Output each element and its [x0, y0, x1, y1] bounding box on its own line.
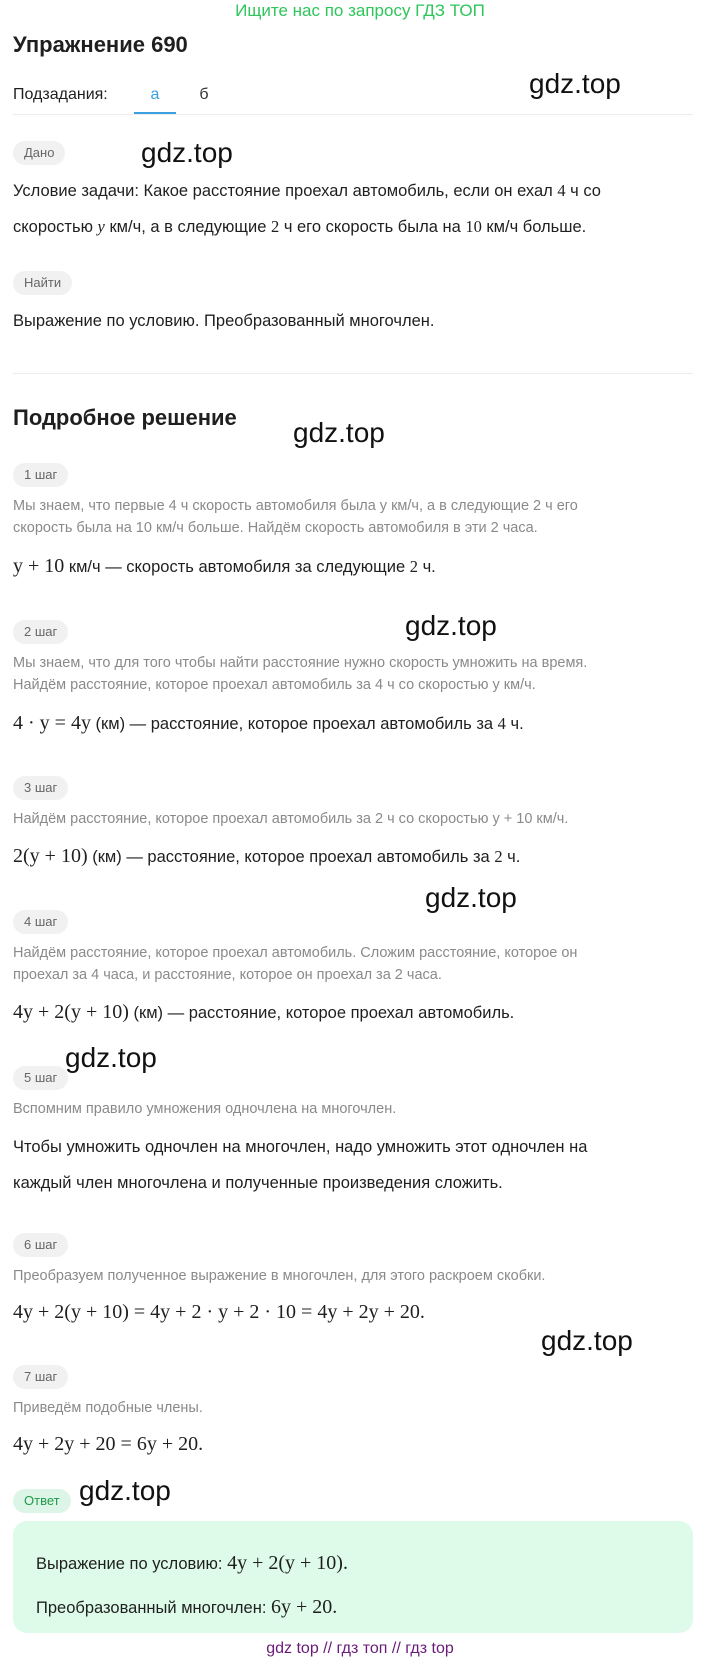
tab-subtask-b[interactable]: б	[199, 86, 209, 103]
step-text: (км) — расстояние, которое проехал автомобиль за	[87, 848, 495, 866]
given-var: y	[97, 217, 105, 236]
step-7-result	[13, 1433, 703, 1456]
step-text-end: ч.	[505, 715, 524, 733]
hint-line: Найдём расстояние, которое проехал автомобиль за 2 ч со скоростью y + 10 км/ч.	[13, 811, 569, 827]
answer-badge-label: Ответ	[13, 1489, 71, 1513]
given-line1: Условие задачи: Какое расстояние проехал автомобиль, если он ехал	[13, 182, 558, 200]
footer-link[interactable]: гдз топ	[336, 1640, 388, 1657]
step-4-hint	[13, 942, 703, 986]
step-math: 4y + 2(y + 10) = 4y + 2 · y + 2 · 10 = 4y + 2y + 20.	[13, 1301, 425, 1323]
step-7-hint	[13, 1397, 703, 1419]
step-badge-label: 4 шаг	[13, 910, 68, 934]
step-6-hint	[13, 1265, 703, 1287]
step-4-result	[13, 1001, 703, 1024]
step-5-rule	[13, 1129, 703, 1201]
top-banner: Ищите нас по запросу ГДЗ ТОП	[235, 1, 485, 20]
hint-line: проехал за 4 часа, и расстояние, которое он проехал за 2 часа.	[13, 967, 442, 983]
step-num: 2	[494, 847, 503, 866]
solution-heading: Подробное решение	[13, 405, 237, 430]
step-num: 2	[409, 557, 418, 576]
hint-line: Преобразуем полученное выражение в многочлен, для этого раскроем скобки.	[13, 1268, 546, 1284]
step-5-badge	[13, 1066, 68, 1090]
footer-link[interactable]: гдз top	[405, 1640, 454, 1657]
given-line2b: км/ч, а в следующие	[104, 218, 271, 236]
step-text: (км) — расстояние, которое проехал автомобиль.	[128, 1004, 515, 1022]
step-3-badge	[13, 776, 68, 800]
step-6-result	[13, 1301, 703, 1324]
divider	[13, 373, 693, 374]
given-badge-label: Дано	[13, 141, 65, 165]
answer-math: 4y + 2(y + 10).	[227, 1552, 348, 1574]
find-text: Выражение по условию. Преобразованный многочлен.	[13, 312, 435, 330]
step-1-result	[13, 555, 703, 578]
tab-subtask-a[interactable]: а	[134, 86, 176, 114]
answer-line-1	[36, 1552, 348, 1575]
given-badge	[13, 141, 65, 165]
watermark: gdz.top	[425, 882, 517, 913]
step-badge-label: 6 шаг	[13, 1233, 68, 1257]
rule-line: Чтобы умножить одночлен на многочлен, надо умножить этот одночлен на	[13, 1138, 588, 1156]
watermark: gdz.top	[529, 68, 621, 99]
footer-link[interactable]: gdz top	[266, 1640, 319, 1657]
hint-line: Приведём подобные члены.	[13, 1400, 203, 1416]
step-math: 4y + 2y + 20 = 6y + 20.	[13, 1433, 204, 1455]
watermark: gdz.top	[293, 417, 385, 448]
given-text	[13, 173, 703, 245]
page-title: Упражнение 690	[13, 32, 188, 57]
given-line2c: ч его скорость была на	[279, 218, 466, 236]
step-1-badge	[13, 463, 68, 487]
step-2-result	[13, 712, 703, 735]
step-3-hint	[13, 808, 703, 830]
answer-math: 6y + 20.	[271, 1596, 338, 1618]
step-num: 4	[497, 714, 506, 733]
find-badge-label: Найти	[13, 271, 72, 295]
answer-label: Преобразованный многочлен:	[36, 1599, 271, 1617]
step-math: 2(y + 10)	[13, 845, 88, 867]
hint-line: Найдём расстояние, которое проехал автомобиль за 4 ч со скоростью y км/ч.	[13, 677, 536, 693]
step-text-end: ч.	[502, 848, 521, 866]
step-3-result	[13, 845, 703, 868]
step-badge-label: 1 шаг	[13, 463, 68, 487]
footer-links	[0, 1640, 720, 1658]
step-math: 4y + 2(y + 10)	[13, 1001, 129, 1023]
watermark: gdz.top	[65, 1042, 157, 1073]
step-math: y + 10	[13, 555, 65, 577]
step-2-badge	[13, 620, 68, 644]
step-math: 4 · y = 4y	[13, 712, 91, 734]
given-line2a: скоростью	[13, 218, 98, 236]
step-badge-label: 3 шаг	[13, 776, 68, 800]
step-4-badge	[13, 910, 68, 934]
watermark: gdz.top	[141, 137, 233, 168]
hint-line: скорость была на 10 км/ч больше. Найдём скорость автомобиля в эти 2 часа.	[13, 520, 538, 536]
hint-line: Мы знаем, что первые 4 ч скорость автомобиля была y км/ч, а в следующие 2 ч его	[13, 498, 578, 514]
step-2-hint	[13, 652, 703, 696]
step-badge-label: 5 шаг	[13, 1066, 68, 1090]
given-num1: 2	[270, 217, 280, 236]
answer-line-2	[36, 1596, 337, 1619]
step-text-end: ч.	[417, 558, 436, 576]
step-badge-label: 7 шаг	[13, 1365, 68, 1389]
step-5-hint	[13, 1098, 703, 1120]
find-badge	[13, 271, 72, 295]
watermark: gdz.top	[541, 1325, 633, 1356]
rule-line: каждый член многочлена и полученные произведения сложить.	[13, 1174, 503, 1192]
step-1-hint	[13, 495, 703, 539]
step-6-badge	[13, 1233, 68, 1257]
given-num: 4	[557, 181, 566, 200]
footer-separator: //	[391, 1640, 401, 1657]
given-line2d: км/ч больше.	[481, 218, 587, 236]
hint-line: Мы знаем, что для того чтобы найти расстояние нужно скорость умножить на время.	[13, 655, 588, 671]
given-num2: 10	[465, 217, 482, 236]
hint-line: Найдём расстояние, которое проехал автомобиль. Сложим расстояние, которое он	[13, 945, 578, 961]
step-text: км/ч — скорость автомобиля за следующие	[64, 558, 410, 576]
step-text: (км) — расстояние, которое проехал автомобиль за	[90, 715, 498, 733]
subtasks-label: Подзадания:	[13, 86, 108, 103]
divider	[13, 114, 693, 115]
step-badge-label: 2 шаг	[13, 620, 68, 644]
answer-badge	[13, 1489, 71, 1513]
footer-separator: //	[323, 1640, 333, 1657]
step-7-badge	[13, 1365, 68, 1389]
watermark: gdz.top	[405, 610, 497, 641]
given-line1-end: ч со	[565, 182, 601, 200]
hint-line: Вспомним правило умножения одночлена на многочлен.	[13, 1101, 397, 1117]
answer-label: Выражение по условию:	[36, 1555, 228, 1573]
watermark: gdz.top	[79, 1475, 171, 1506]
